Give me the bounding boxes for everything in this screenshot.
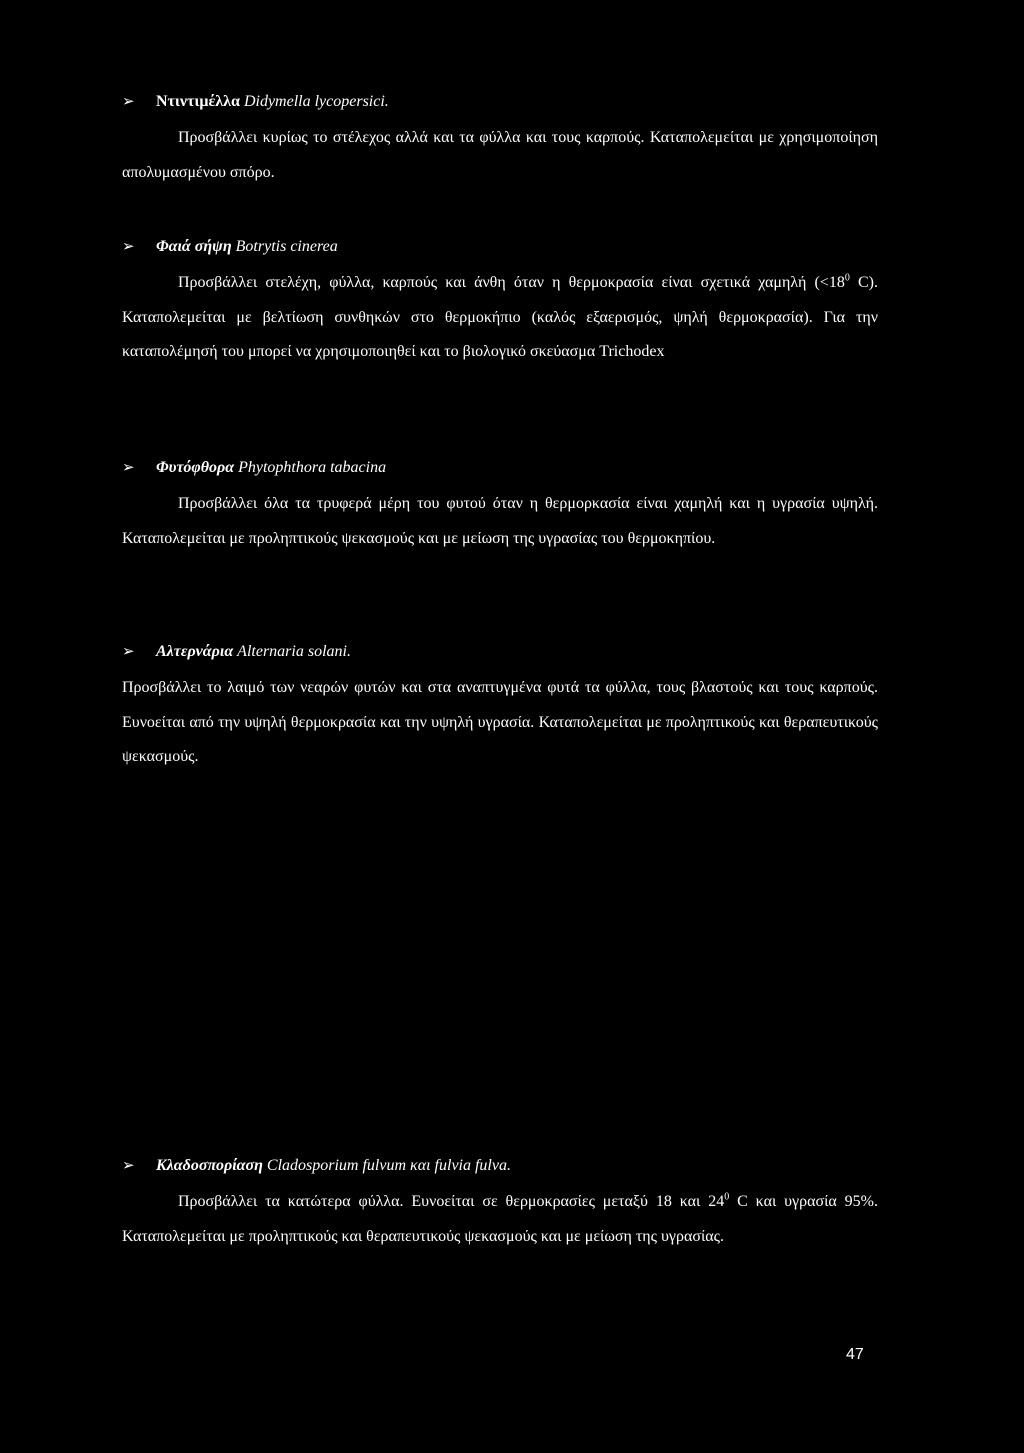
arrow-bullet-icon: ➢ (122, 237, 135, 255)
section-heading (122, 1152, 878, 1179)
paragraph-text: C). Καταπολεμείται με βελτίωση συνθηκών στο θερμοκήπιο (καλός εξαερισμός, ψηλή θερμοκρασία). Για την καταπολέμησή του μπορεί να χρησιμοποιηθεί και το βιολογικό σκεύασμα Trichodex (122, 274, 879, 360)
section-cladosporium (122, 1152, 878, 1254)
section-paragraph: Προσβάλλει το λαιμό των νεαρών φυτών και στα αναπτυγμένα φυτά τα φύλλα, τους βλαστούς και τους καρπούς. Ευνοείται από την υψηλή θερμοκρασία και την υψηλή υγρασία. Καταπολεμείται με προληπτικούς και θεραπευτικούς ψεκασμούς. (122, 679, 878, 765)
section-botrytis (122, 233, 878, 370)
section-paragraph (122, 1185, 878, 1254)
arrow-bullet-icon: ➢ (122, 642, 135, 660)
arrow-bullet-icon: ➢ (122, 1156, 135, 1174)
superscript-degree: 0 (844, 272, 850, 284)
arrow-bullet-icon: ➢ (122, 458, 135, 476)
greek-name: Αλτερνάρια (156, 643, 234, 660)
latin-name: Alternaria solani. (237, 643, 351, 660)
section-heading (122, 88, 878, 115)
greek-name: Φυτόφθορα (156, 459, 235, 476)
section-phytophthora (122, 454, 878, 556)
latin-name: Cladosporium fulvum και fulvia fulva. (266, 1157, 511, 1174)
paragraph-text: C και υγρασία 95%. Καταπολεμείται με προληπτικούς και θεραπευτικούς ψεκασμούς και με μείωση της υγρασίας. (122, 1193, 879, 1245)
section-alternaria (122, 638, 878, 775)
section-heading (122, 638, 878, 665)
section-heading (122, 454, 878, 481)
latin-name: Phytophthora tabacina (238, 459, 387, 476)
section-paragraph: Προσβάλλει κυρίως το στέλεχος αλλά και τα φύλλα και τους καρπούς. Καταπολεμείται με χρησιμοποίηση απολυμασμένου σπόρο. (122, 129, 878, 181)
paragraph-text: Προσβάλλει τα κατώτερα φύλλα. Ευνοείται σε θερμοκρασίες μεταξύ 18 και 24 (178, 1193, 725, 1210)
greek-name: Ντιντιμέλλα (156, 93, 240, 110)
section-paragraph (122, 266, 878, 370)
section-paragraph: Προσβάλλει όλα τα τρυφερά μέρη του φυτού όταν η θερμορκασία είναι χαμηλή και η υγρασία υψηλή. Καταπολεμείται με προληπτικούς ψεκασμούς και με μείωση της υγρασίας του θερμοκηπίου. (122, 495, 878, 547)
superscript-degree: 0 (724, 1191, 730, 1203)
section-didymella (122, 88, 878, 190)
greek-name: Κλαδοσπορίαση (156, 1157, 263, 1174)
arrow-bullet-icon: ➢ (122, 92, 135, 110)
latin-name: Didymella lycopersici. (243, 93, 389, 110)
greek-name: Φαιά σήψη (156, 238, 232, 255)
page-number: 47 (846, 1346, 864, 1363)
latin-name: Botrytis cinerea (235, 238, 338, 255)
section-heading (122, 233, 878, 260)
paragraph-text: Προσβάλλει στελέχη, φύλλα, καρπούς και άνθη όταν η θερμοκρασία είναι σχετικά χαμηλή (<18 (178, 274, 845, 291)
